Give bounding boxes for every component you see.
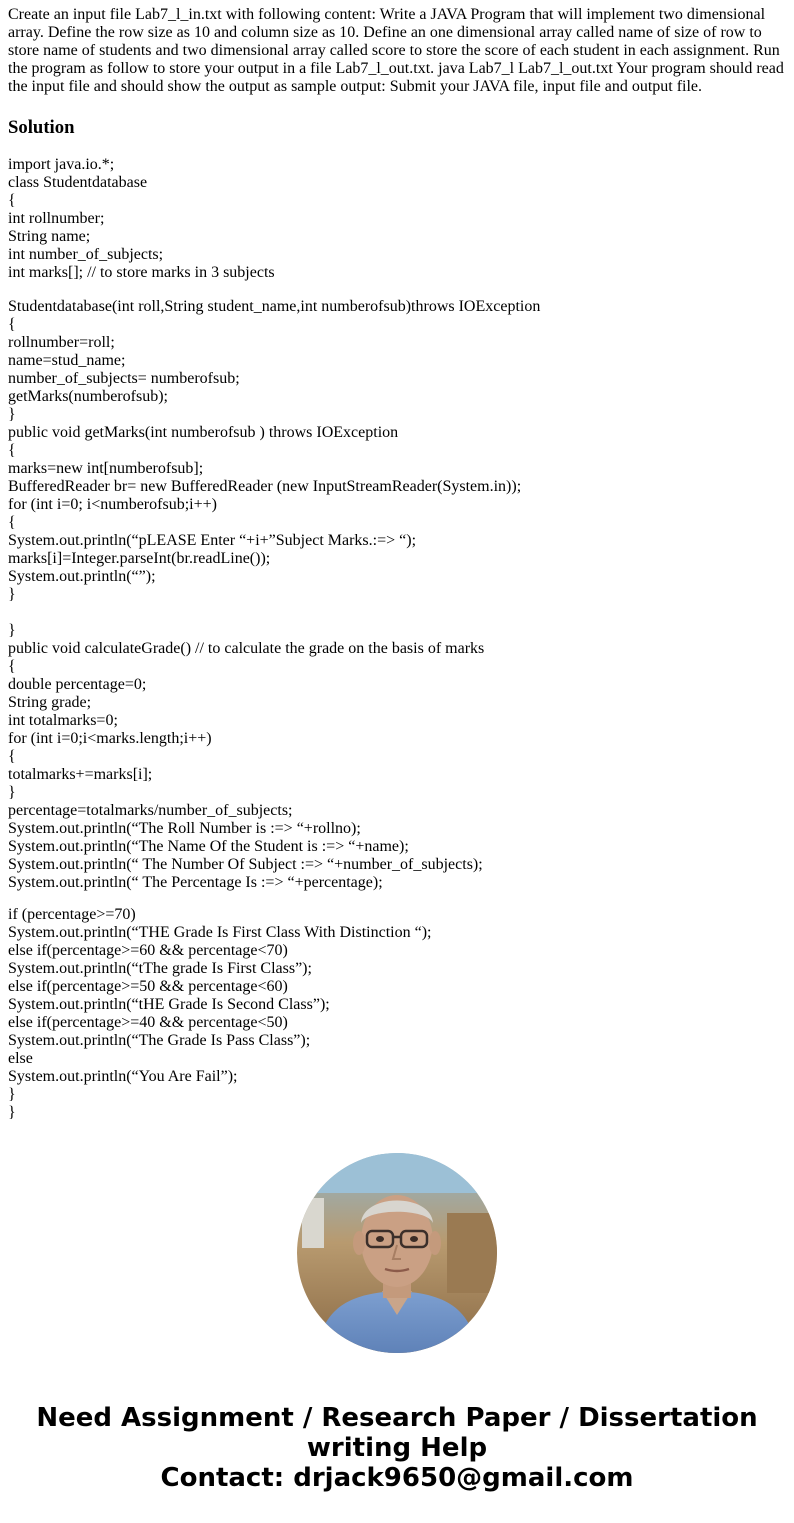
code-line: { <box>8 192 16 209</box>
code-line: System.out.println(“You Are Fail”); <box>8 1068 238 1085</box>
code-line: Studentdatabase(int roll,String student_name,int numberofsub)throws IOException <box>8 298 541 315</box>
code-line: rollnumber=roll; <box>8 334 115 351</box>
code-line: else if(percentage>=60 && percentage<70) <box>8 942 288 959</box>
code-line: totalmarks+=marks[i]; <box>8 766 153 783</box>
code-line: } <box>8 622 16 639</box>
code-line: System.out.println(“The Grade Is Pass Class”); <box>8 1032 311 1049</box>
code-line: marks[i]=Integer.parseInt(br.readLine()); <box>8 550 271 567</box>
footer-contact-email: Contact: drjack9650@gmail.com <box>160 1463 634 1493</box>
code-line: System.out.println(“THE Grade Is First Class With Distinction “); <box>8 924 432 941</box>
code-line: String grade; <box>8 694 92 711</box>
footer-line-1: Need Assignment / Research Paper / Dissertation <box>36 1403 758 1433</box>
code-block-grade-logic <box>8 906 786 1122</box>
code-line: } <box>8 586 16 603</box>
code-line: int rollnumber; <box>8 210 105 227</box>
code-line: System.out.println(“ The Number Of Subject :=> “+number_of_subjects); <box>8 856 483 873</box>
code-line: else <box>8 1050 33 1067</box>
author-photo-image <box>297 1153 497 1353</box>
code-line: } <box>8 1104 16 1121</box>
code-block-methods <box>8 298 786 892</box>
code-line: if (percentage>=70) <box>8 906 136 923</box>
author-photo <box>297 1153 497 1353</box>
code-line: { <box>8 316 16 333</box>
code-line: class Studentdatabase <box>8 174 148 191</box>
code-line: System.out.println(“ The Percentage Is :=> “+percentage); <box>8 874 383 891</box>
code-line: String name; <box>8 228 91 245</box>
code-line: int marks[]; // to store marks in 3 subjects <box>8 264 275 281</box>
code-line: System.out.println(“tHE Grade Is Second Class”); <box>8 996 330 1013</box>
code-line: { <box>8 748 16 765</box>
code-line: System.out.println(“The Roll Number is :=> “+rollno); <box>8 820 361 837</box>
code-line: getMarks(numberofsub); <box>8 388 168 405</box>
code-line: { <box>8 442 16 459</box>
code-line: } <box>8 1086 16 1103</box>
code-line: percentage=totalmarks/number_of_subjects; <box>8 802 293 819</box>
code-line: for (int i=0; i<numberofsub;i++) <box>8 496 217 513</box>
question-text: Create an input file Lab7_l_in.txt with following content: Write a JAVA Program that will implement two dimensional array. Define the row size as 10 and column size as 10. Define an one dimensional array called name of size of row to store name of students and two dimensional array called score to store the score of each student in each assignment. Run the program as follow to store your output in a file Lab7_l_out.txt. java Lab7_l Lab7_l_out.txt Your program should read the input file and should show the output as sample output: Submit your JAVA file, input file and output file. <box>8 6 784 95</box>
code-line: else if(percentage>=50 && percentage<60) <box>8 978 288 995</box>
code-line: marks=new int[numberofsub]; <box>8 460 204 477</box>
contact-footer <box>0 1403 794 1493</box>
code-line: int totalmarks=0; <box>8 712 118 729</box>
code-block-declarations <box>8 156 786 282</box>
code-line: public void calculateGrade() // to calculate the grade on the basis of marks <box>8 640 485 657</box>
footer-line-2: writing Help <box>306 1433 488 1463</box>
solution-heading: Solution <box>8 117 75 138</box>
code-line: } <box>8 406 16 423</box>
code-line: System.out.println(“”); <box>8 568 156 585</box>
code-line: System.out.println(“tThe grade Is First Class”); <box>8 960 312 977</box>
code-line: int number_of_subjects; <box>8 246 164 263</box>
code-line: } <box>8 784 16 801</box>
code-line: name=stud_name; <box>8 352 126 369</box>
code-line: { <box>8 514 16 531</box>
code-line: for (int i=0;i<marks.length;i++) <box>8 730 212 747</box>
code-line <box>8 604 786 622</box>
code-line: double percentage=0; <box>8 676 147 693</box>
code-line: public void getMarks(int numberofsub ) throws IOException <box>8 424 399 441</box>
code-line: import java.io.*; <box>8 156 115 173</box>
code-line: number_of_subjects= numberofsub; <box>8 370 240 387</box>
code-line: System.out.println(“pLEASE Enter “+i+”Subject Marks.:=> “); <box>8 532 417 549</box>
code-line: BufferedReader br= new BufferedReader (new InputStreamReader(System.in)); <box>8 478 522 495</box>
code-line: System.out.println(“The Name Of the Student is :=> “+name); <box>8 838 409 855</box>
code-line: else if(percentage>=40 && percentage<50) <box>8 1014 288 1031</box>
code-line: { <box>8 658 16 675</box>
